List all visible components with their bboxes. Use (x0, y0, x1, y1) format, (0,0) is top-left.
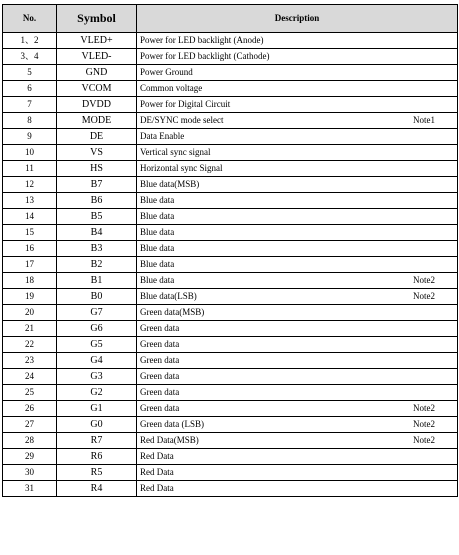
pin-number: 11 (3, 161, 57, 177)
pin-symbol: R6 (57, 449, 137, 465)
pin-description: Power Ground (140, 67, 193, 77)
pin-description-cell (137, 465, 458, 481)
pin-description-cell (137, 401, 458, 417)
pin-description-cell (137, 417, 458, 433)
pin-number: 5 (3, 65, 57, 81)
table-row (3, 321, 458, 337)
pin-description-cell (137, 225, 458, 241)
pin-symbol: DVDD (57, 97, 137, 113)
pin-description: Green data (140, 403, 180, 413)
table-row (3, 129, 458, 145)
pin-symbol: B5 (57, 209, 137, 225)
pin-symbol: DE (57, 129, 137, 145)
pin-description: Common voltage (140, 83, 203, 93)
table-header-row (3, 5, 458, 33)
pin-symbol: VCOM (57, 81, 137, 97)
pin-description-cell (137, 113, 458, 129)
pin-note: Note1 (413, 115, 435, 125)
pin-note: Note2 (413, 403, 435, 413)
pin-symbol: G6 (57, 321, 137, 337)
pin-description: Blue data(MSB) (140, 179, 200, 189)
pin-symbol: VS (57, 145, 137, 161)
pin-symbol: HS (57, 161, 137, 177)
pin-description-cell (137, 241, 458, 257)
pin-number: 14 (3, 209, 57, 225)
table-row (3, 369, 458, 385)
table-row (3, 289, 458, 305)
pin-symbol: VLED+ (57, 33, 137, 49)
pin-description-cell (137, 385, 458, 401)
pin-description-cell (137, 177, 458, 193)
pin-description: Blue data(LSB) (140, 291, 197, 301)
pin-number: 8 (3, 113, 57, 129)
pin-number: 17 (3, 257, 57, 273)
pin-description-cell (137, 449, 458, 465)
pin-symbol: G3 (57, 369, 137, 385)
pin-note: Note2 (413, 419, 435, 429)
pin-description-cell (137, 481, 458, 497)
table-row (3, 241, 458, 257)
table-row (3, 449, 458, 465)
pin-description-cell (137, 81, 458, 97)
pin-description-cell (137, 49, 458, 65)
pin-description: DE/SYNC mode select (140, 115, 224, 125)
pin-description-cell (137, 193, 458, 209)
pin-description: Blue data (140, 243, 175, 253)
table-row (3, 193, 458, 209)
pin-description: Green data (140, 339, 180, 349)
pin-number: 15 (3, 225, 57, 241)
table-row (3, 81, 458, 97)
pin-symbol: G2 (57, 385, 137, 401)
pin-description: Horizontal sync Signal (140, 163, 223, 173)
pin-description: Blue data (140, 195, 175, 205)
table-row (3, 49, 458, 65)
pin-description-cell (137, 145, 458, 161)
pin-number: 30 (3, 465, 57, 481)
pin-description-cell (137, 353, 458, 369)
pin-number: 12 (3, 177, 57, 193)
table-row (3, 273, 458, 289)
table-row (3, 401, 458, 417)
pin-description-cell (137, 305, 458, 321)
pin-note: Note2 (413, 291, 435, 301)
pin-description: Blue data (140, 259, 175, 269)
pin-description: Green data (LSB) (140, 419, 204, 429)
pin-symbol: B2 (57, 257, 137, 273)
pin-description-cell (137, 289, 458, 305)
header-no: No. (3, 5, 57, 33)
table-row (3, 305, 458, 321)
pin-description-cell (137, 257, 458, 273)
pin-number: 20 (3, 305, 57, 321)
pin-description-cell (137, 129, 458, 145)
pin-number: 31 (3, 481, 57, 497)
pin-symbol: B4 (57, 225, 137, 241)
table-row (3, 209, 458, 225)
table-row (3, 161, 458, 177)
pin-description: Data Enable (140, 131, 185, 141)
pin-description: Power for Digital Circuit (140, 99, 231, 109)
pin-description: Green data(MSB) (140, 307, 205, 317)
table-row (3, 465, 458, 481)
table-row (3, 433, 458, 449)
pin-description-cell (137, 65, 458, 81)
pin-symbol: R7 (57, 433, 137, 449)
table-row (3, 177, 458, 193)
pin-symbol: B7 (57, 177, 137, 193)
pin-number: 13 (3, 193, 57, 209)
pin-number: 26 (3, 401, 57, 417)
pin-description-cell (137, 97, 458, 113)
pin-number: 22 (3, 337, 57, 353)
table-row (3, 385, 458, 401)
pin-number: 3、4 (3, 49, 57, 65)
pin-description: Power for LED backlight (Anode) (140, 35, 264, 45)
table-row (3, 145, 458, 161)
table-row (3, 481, 458, 497)
pin-description-cell (137, 321, 458, 337)
pin-number: 24 (3, 369, 57, 385)
pin-symbol: B3 (57, 241, 137, 257)
pin-number: 29 (3, 449, 57, 465)
table-row (3, 65, 458, 81)
pin-number: 9 (3, 129, 57, 145)
pin-description: Red Data(MSB) (140, 435, 199, 445)
pin-description: Green data (140, 323, 180, 333)
pin-description-cell (137, 369, 458, 385)
header-symbol: Symbol (57, 5, 137, 33)
table-row (3, 113, 458, 129)
pin-number: 16 (3, 241, 57, 257)
pin-number: 27 (3, 417, 57, 433)
pin-symbol: GND (57, 65, 137, 81)
pin-description-table (2, 4, 458, 497)
pin-number: 25 (3, 385, 57, 401)
pin-symbol: G0 (57, 417, 137, 433)
pin-number: 23 (3, 353, 57, 369)
pin-number: 7 (3, 97, 57, 113)
pin-description: Blue data (140, 275, 175, 285)
pin-symbol: G7 (57, 305, 137, 321)
pin-symbol: VLED- (57, 49, 137, 65)
pin-description-cell (137, 273, 458, 289)
pin-number: 19 (3, 289, 57, 305)
pin-description: Green data (140, 371, 180, 381)
pin-symbol: G5 (57, 337, 137, 353)
pin-description: Vertical sync signal (140, 147, 211, 157)
pin-description: Red Data (140, 467, 174, 477)
table-row (3, 353, 458, 369)
pin-note: Note2 (413, 275, 435, 285)
pin-symbol: MODE (57, 113, 137, 129)
pin-symbol: R5 (57, 465, 137, 481)
pin-symbol: B0 (57, 289, 137, 305)
pin-description: Red Data (140, 451, 174, 461)
table-row (3, 337, 458, 353)
table-body (3, 33, 458, 497)
pin-number: 18 (3, 273, 57, 289)
pin-description-cell (137, 433, 458, 449)
pin-number: 1、2 (3, 33, 57, 49)
table-row (3, 33, 458, 49)
pin-description: Blue data (140, 211, 175, 221)
pin-description: Red Data (140, 483, 174, 493)
header-description: Description (137, 5, 458, 33)
pin-description: Power for LED backlight (Cathode) (140, 51, 270, 61)
pin-description-cell (137, 33, 458, 49)
pin-description: Blue data (140, 227, 175, 237)
pin-description: Green data (140, 387, 180, 397)
pin-number: 28 (3, 433, 57, 449)
pin-number: 6 (3, 81, 57, 97)
pin-symbol: G1 (57, 401, 137, 417)
pin-number: 21 (3, 321, 57, 337)
pin-symbol: R4 (57, 481, 137, 497)
pin-symbol: B6 (57, 193, 137, 209)
table-row (3, 97, 458, 113)
pin-symbol: B1 (57, 273, 137, 289)
pin-description-cell (137, 161, 458, 177)
table-row (3, 417, 458, 433)
table-row (3, 225, 458, 241)
pin-description-cell (137, 337, 458, 353)
pin-number: 10 (3, 145, 57, 161)
table-row (3, 257, 458, 273)
pin-description-cell (137, 209, 458, 225)
pin-description: Green data (140, 355, 180, 365)
pin-note: Note2 (413, 435, 435, 445)
pin-symbol: G4 (57, 353, 137, 369)
